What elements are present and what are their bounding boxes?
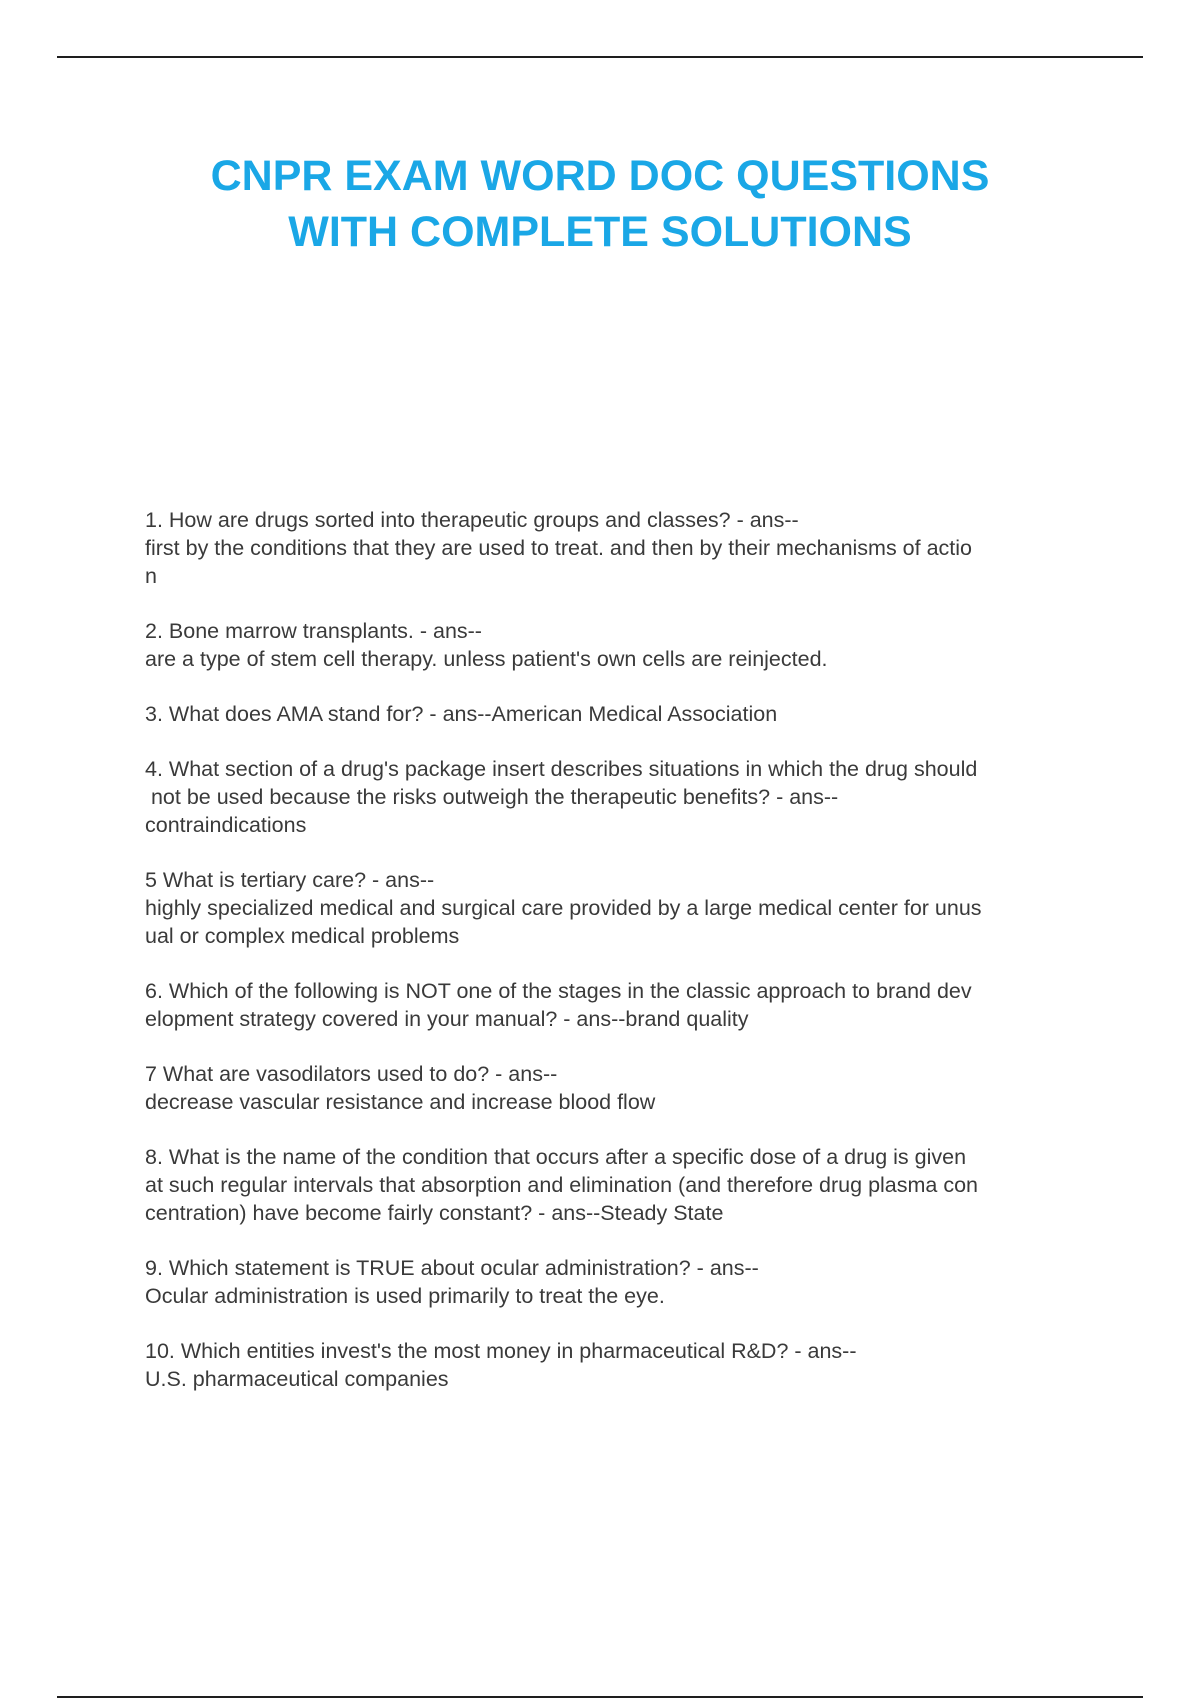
qa-item	[145, 1060, 1095, 1116]
qa-item	[145, 755, 1095, 839]
qa-line: highly specialized medical and surgical care provided by a large medical center for unus	[145, 896, 982, 920]
qa-line: ual or complex medical problems	[145, 924, 460, 948]
qa-item	[145, 700, 1095, 728]
document-title	[57, 148, 1143, 260]
qa-line: 2. Bone marrow transplants. - ans--	[145, 619, 482, 643]
qa-line: 6. Which of the following is NOT one of the stages in the classic approach to brand dev	[145, 979, 972, 1003]
qa-line: Ocular administration is used primarily to treat the eye.	[145, 1284, 665, 1308]
qa-line: 4. What section of a drug's package insert describes situations in which the drug should	[145, 757, 978, 781]
qa-line: 8. What is the name of the condition that occurs after a specific dose of a drug is given	[145, 1145, 967, 1169]
top-rule	[57, 56, 1143, 58]
qa-line: 3. What does AMA stand for? - ans--American Medical Association	[145, 702, 778, 726]
qa-line: are a type of stem cell therapy. unless patient's own cells are reinjected.	[145, 647, 828, 671]
qa-line: decrease vascular resistance and increase blood flow	[145, 1090, 656, 1114]
qa-item	[145, 1254, 1095, 1310]
qa-item	[145, 977, 1095, 1033]
qa-line: centration) have become fairly constant? - ans--Steady State	[145, 1201, 724, 1225]
question-answer-list	[145, 506, 1095, 1420]
qa-item	[145, 866, 1095, 950]
qa-item	[145, 1143, 1095, 1227]
qa-item	[145, 1337, 1095, 1393]
title-line-1: CNPR EXAM WORD DOC QUESTIONS	[210, 152, 990, 200]
qa-line: 7 What are vasodilators used to do? - ans--	[145, 1062, 558, 1086]
qa-line: elopment strategy covered in your manual? - ans--brand quality	[145, 1007, 749, 1031]
qa-line: n	[145, 564, 157, 588]
qa-item	[145, 506, 1095, 590]
qa-line: not be used because the risks outweigh the therapeutic benefits? - ans--	[145, 785, 839, 809]
qa-line: contraindications	[145, 813, 307, 837]
qa-line: 1. How are drugs sorted into therapeutic groups and classes? - ans--	[145, 508, 799, 532]
bottom-rule	[57, 1696, 1143, 1698]
qa-line: 9. Which statement is TRUE about ocular administration? - ans--	[145, 1256, 759, 1280]
qa-line: 10. Which entities invest's the most money in pharmaceutical R&D? - ans--	[145, 1339, 857, 1363]
qa-item	[145, 617, 1095, 673]
title-line-2: WITH COMPLETE SOLUTIONS	[288, 208, 912, 256]
qa-line: at such regular intervals that absorption and elimination (and therefore drug plasma con	[145, 1173, 979, 1197]
qa-line: U.S. pharmaceutical companies	[145, 1367, 449, 1391]
qa-line: first by the conditions that they are used to treat. and then by their mechanisms of actio	[145, 536, 973, 560]
qa-line: 5 What is tertiary care? - ans--	[145, 868, 435, 892]
